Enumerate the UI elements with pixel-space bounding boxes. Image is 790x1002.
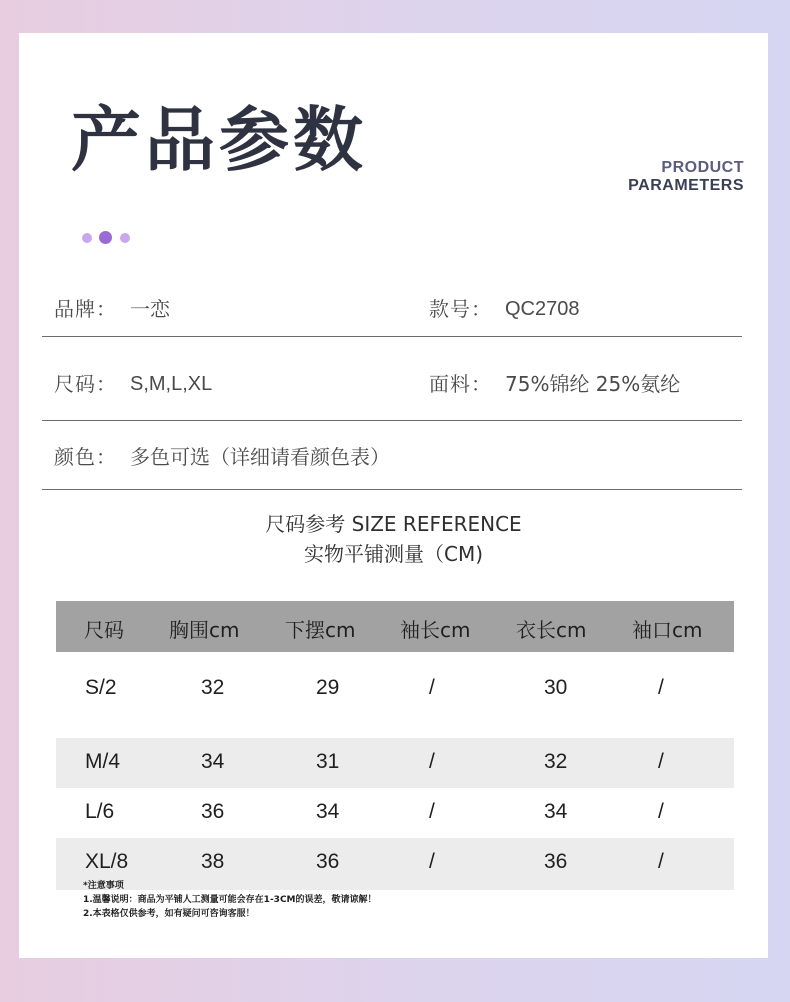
model-value: QC2708 <box>505 298 580 320</box>
page-subtitle <box>628 159 744 195</box>
info-row-size-fabric <box>42 336 742 421</box>
cell-cuff: / <box>658 800 664 823</box>
header-body-length: 衣长cm <box>516 618 587 642</box>
cell-chest: 34 <box>201 750 225 773</box>
cell-hem: 31 <box>316 750 340 773</box>
color-label: 颜色： <box>54 445 117 469</box>
dot-icon <box>82 233 92 243</box>
cell-hem: 36 <box>316 850 340 873</box>
table-row <box>56 738 734 788</box>
table-row <box>56 788 734 838</box>
dot-icon <box>120 233 130 243</box>
color-value: 多色可选（详细请看颜色表） <box>130 445 390 469</box>
cell-chest: 38 <box>201 850 225 873</box>
dot-icon <box>99 231 112 244</box>
info-row-brand-model <box>42 283 742 337</box>
cell-cuff: / <box>658 676 664 699</box>
cell-hem: 29 <box>316 676 340 699</box>
cell-hem: 34 <box>316 800 340 823</box>
cell-size: L/6 <box>85 800 115 823</box>
cell-cuff: / <box>658 850 664 873</box>
page-title: 产品参数 <box>71 99 367 181</box>
model-label: 款号： <box>429 297 492 321</box>
cell-cuff: / <box>658 750 664 773</box>
header-sleeve-length: 袖长cm <box>400 618 471 642</box>
cell-sleeve-length: / <box>429 800 435 823</box>
table-row <box>56 664 734 714</box>
notes-heading: *注意事项 <box>83 881 124 891</box>
cell-size: XL/8 <box>85 850 129 873</box>
cell-chest: 36 <box>201 800 225 823</box>
size-reference-title: 尺码参考 SIZE REFERENCE <box>265 512 522 536</box>
cell-size: M/4 <box>85 750 121 773</box>
cell-body-length: 32 <box>544 750 568 773</box>
cell-sleeve-length: / <box>429 676 435 699</box>
product-card <box>19 33 768 958</box>
fabric-label: 面料： <box>429 372 492 396</box>
cell-sleeve-length: / <box>429 850 435 873</box>
table-header <box>56 601 734 652</box>
notes <box>83 879 377 921</box>
size-value: S,M,L,XL <box>130 373 213 395</box>
size-label: 尺码： <box>54 372 117 396</box>
notes-line-1: 1.温馨说明：商品为平铺人工测量可能会存在1-3CM的误差，敬请谅解！ <box>83 895 377 905</box>
cell-body-length: 36 <box>544 850 568 873</box>
header-hem: 下摆cm <box>285 618 356 642</box>
info-row-color <box>42 420 742 490</box>
cell-chest: 32 <box>201 676 225 699</box>
header-cuff: 袖口cm <box>632 618 703 642</box>
cell-sleeve-length: / <box>429 750 435 773</box>
header-chest: 胸围cm <box>169 618 240 642</box>
fabric-value: 75%锦纶 25%氨纶 <box>505 372 681 396</box>
cell-size: S/2 <box>85 676 117 699</box>
brand-value: 一恋 <box>130 297 170 321</box>
brand-label: 品牌： <box>54 297 117 321</box>
header-size: 尺码 <box>84 618 124 642</box>
size-reference-subtitle: 实物平铺测量（CM) <box>303 542 484 566</box>
cell-body-length: 30 <box>544 676 568 699</box>
subtitle-line-2: PARAMETERS <box>628 177 744 194</box>
subtitle-line-1: PRODUCT <box>661 159 744 176</box>
cell-body-length: 34 <box>544 800 568 823</box>
notes-line-2: 2.本表格仅供参考，如有疑问可咨询客服！ <box>83 909 255 919</box>
